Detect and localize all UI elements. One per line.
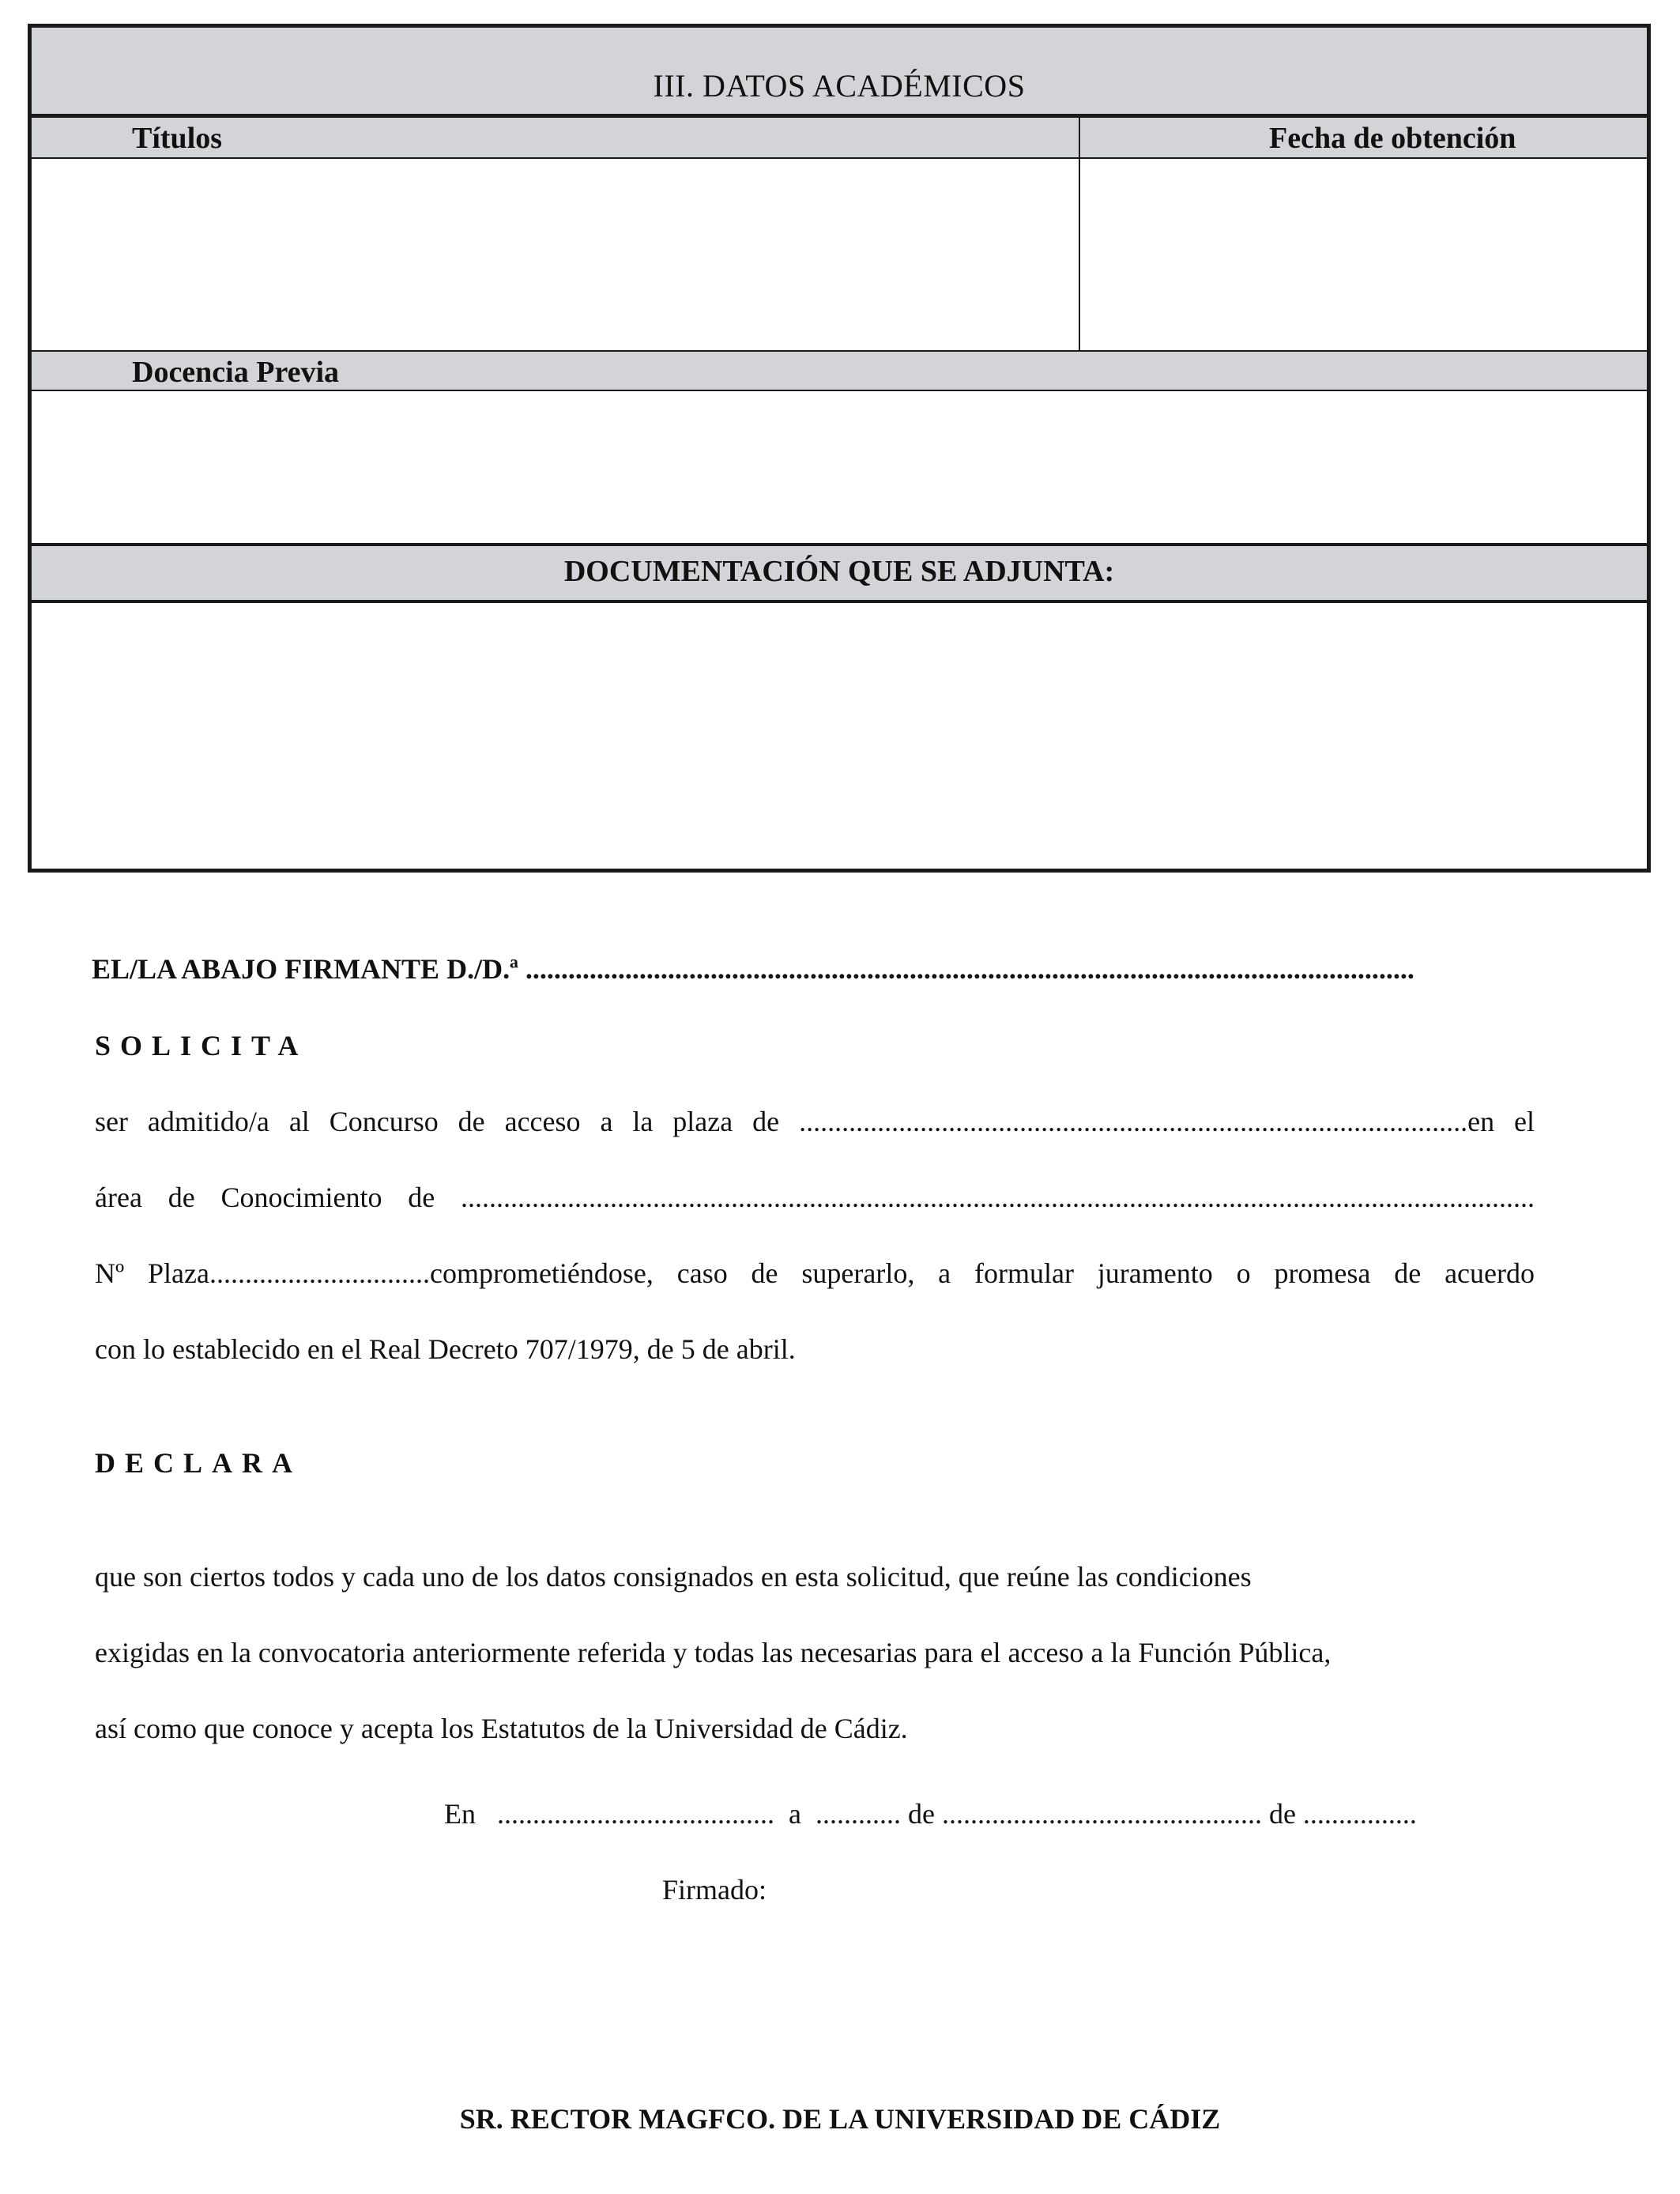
column-divider (1079, 118, 1080, 374)
documentacion-label: DOCUMENTACIÓN QUE SE ADJUNTA: (563, 555, 1115, 588)
declara-heading: DECLARA (95, 1447, 303, 1479)
declara-line-1: que son ciertos todos y cada uno de los datos consignados en esta solicitud, que reúne las condiciones (95, 1561, 1252, 1593)
declara-line-2: exigidas en la convocatoria anteriormente referida y todas las necesarias para el acceso a la Función Pública, (95, 1637, 1332, 1668)
solicita-line-1: ser admitido/a al Concurso de acceso a la plaza de ..............................................................................................en el (95, 1106, 1535, 1137)
solicita-line-4: con lo establecido en el Real Decreto 707/1979, de 5 de abril. (95, 1333, 796, 1365)
solicita-heading: SOLICITA (95, 1030, 308, 1061)
place-date-line: En ....................................... a ............ de ............................................. de ................ (444, 1798, 1417, 1830)
declara-line-3: así como que conoce y acepta los Estatutos de la Universidad de Cádiz. (95, 1713, 908, 1744)
section-header (32, 28, 1647, 118)
docencia-header-row (32, 350, 1647, 391)
solicita-line-2: área de Conocimiento de ....................................................................................................................................................... (95, 1182, 1535, 1213)
addressee: SR. RECTOR MAGFCO. DE LA UNIVERSIDAD DE CÁDIZ (459, 2103, 1221, 2135)
fecha-column-header: Fecha de obtención (1269, 122, 1516, 155)
docencia-previa-label: Docencia Previa (132, 356, 340, 389)
section-title: III. DATOS ACADÉMICOS (653, 68, 1026, 104)
academic-data-form (28, 24, 1651, 873)
titles-header-row (32, 118, 1647, 159)
titulos-column-header: Títulos (132, 122, 223, 155)
solicita-line-3: Nº Plaza...............................comprometiéndose, caso de superarlo, a formular juramento o promesa de acuerdo (95, 1257, 1535, 1289)
firmado-label: Firmado: (662, 1874, 767, 1906)
firmante-line: EL/LA ABAJO FIRMANTE D./D.ª ............................................................................................................................. (92, 953, 1414, 985)
documentacion-header-row (32, 543, 1647, 603)
